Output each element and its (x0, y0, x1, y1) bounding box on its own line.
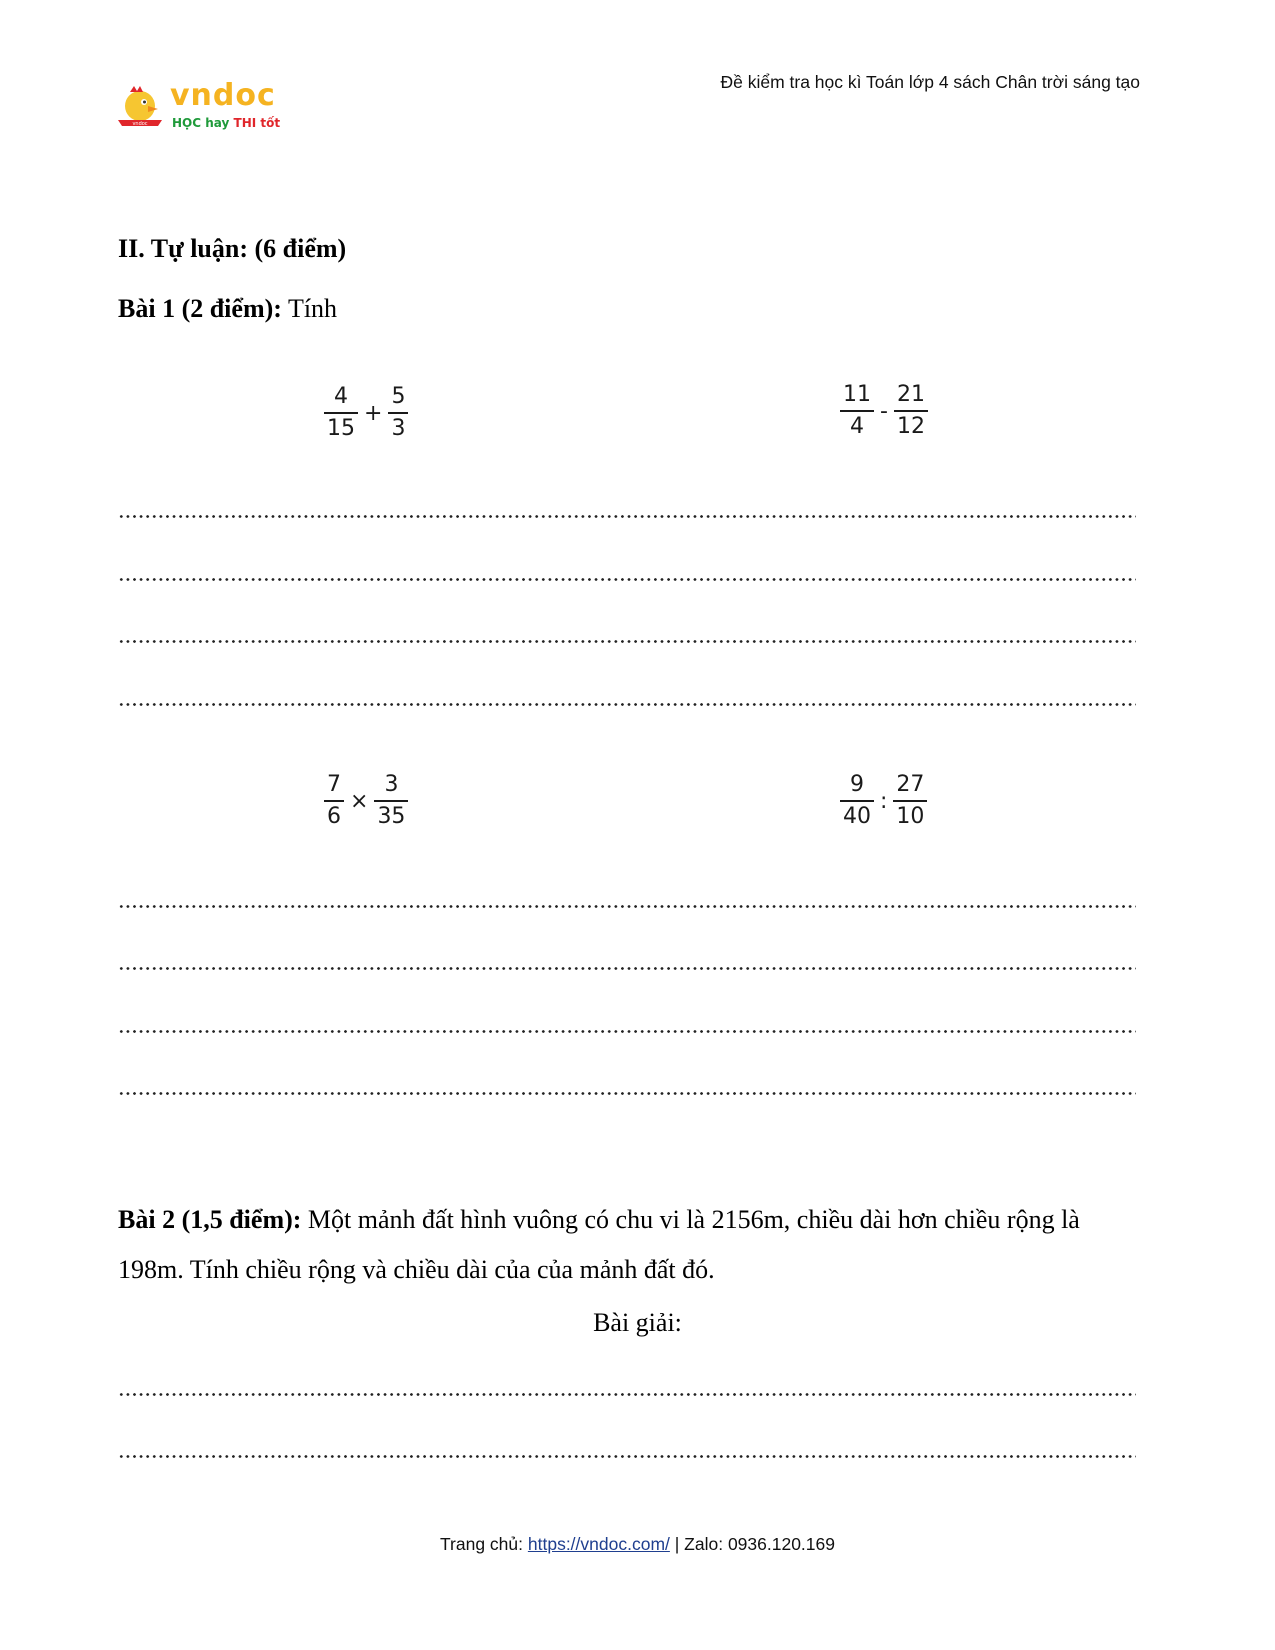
denominator: 40 (843, 804, 871, 829)
slogan-part1: HỌC hay (172, 116, 230, 130)
denominator: 12 (896, 414, 925, 439)
footer-separator: | (669, 1534, 685, 1554)
numerator: 11 (843, 382, 871, 407)
exercise-2-label: Bài 2 (1,5 điểm): (118, 1205, 302, 1234)
answer-line (118, 967, 1136, 970)
answer-line (118, 905, 1136, 908)
numerator: 7 (327, 772, 341, 797)
document-header-title: Đề kiểm tra học kì Toán lớp 4 sách Chân trời sáng tạo (720, 72, 1140, 92)
minus-operator: - (880, 398, 888, 424)
fraction (324, 770, 344, 832)
footer-zalo: Zalo: 0936.120.169 (684, 1534, 835, 1554)
expression-3 (322, 770, 410, 832)
footer-home-label: Trang chủ: (440, 1534, 528, 1554)
fraction (894, 380, 928, 442)
slogan-part2: THI tốt (233, 116, 281, 130)
fraction (388, 382, 408, 444)
multiply-operator: × (350, 788, 369, 814)
expression-2 (838, 380, 930, 442)
answer-line (118, 1455, 1136, 1458)
answer-line (118, 515, 1136, 518)
homepage-link[interactable]: https://vndoc.com/ (527, 1534, 670, 1554)
denominator: 3 (391, 416, 406, 441)
denominator: 10 (896, 804, 925, 829)
expression-4 (838, 770, 929, 832)
exercise-1-label: Bài 1 (2 điểm): (118, 294, 282, 323)
exercise-2-text: Một mảnh đất hình vuông có chu vi là 2156m, chiều dài hơn chiều rộng là 198m. Tính chiều rộng và chiều dài của của mảnh đất đó. (118, 1205, 1080, 1284)
chicken-mascot-icon (116, 84, 166, 134)
numerator: 5 (391, 384, 406, 409)
fraction (374, 770, 408, 832)
plus-operator: + (364, 400, 383, 426)
divide-operator: : (880, 788, 888, 814)
exercise-1-instruction: Tính (287, 294, 338, 323)
numerator: 3 (384, 772, 399, 797)
numerator: 9 (850, 772, 864, 797)
numerator: 4 (334, 384, 348, 409)
denominator: 15 (327, 416, 355, 441)
svg-text:vndoc: vndoc (132, 121, 148, 127)
fraction (840, 770, 874, 832)
exercise-1-heading (118, 294, 337, 324)
fraction (840, 380, 874, 442)
answer-line (118, 640, 1136, 643)
page-footer (0, 1534, 1275, 1555)
fraction (324, 382, 358, 444)
fraction (893, 770, 927, 832)
answer-line (118, 703, 1136, 706)
numerator: 21 (896, 382, 925, 407)
answer-line (118, 578, 1136, 581)
denominator: 35 (377, 804, 406, 829)
answer-line (118, 1393, 1136, 1396)
brand-name: vndoc (170, 78, 276, 113)
expression-1 (322, 382, 410, 444)
denominator: 6 (327, 804, 341, 829)
answer-line (118, 1092, 1136, 1095)
section-title: II. Tự luận: (6 điểm) (118, 234, 347, 263)
solution-label: Bài giải: (593, 1308, 682, 1337)
slogan (172, 116, 280, 130)
answer-line (118, 1030, 1136, 1033)
denominator: 4 (850, 414, 864, 439)
numerator: 27 (896, 772, 925, 797)
exercise-2 (118, 1195, 1148, 1295)
vndoc-logo (116, 78, 286, 138)
